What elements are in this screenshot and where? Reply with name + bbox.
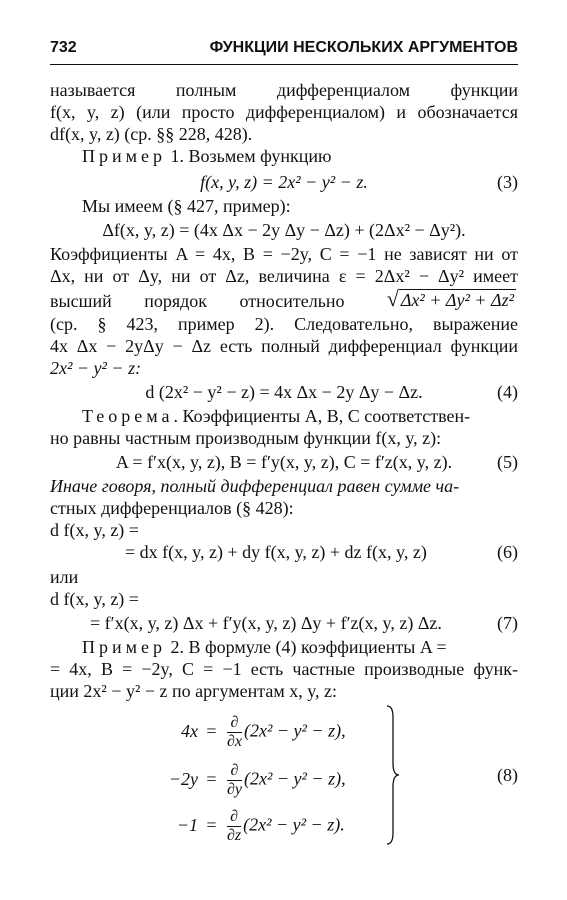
example-1-heading [82, 145, 518, 167]
theorem-label: Теорема [82, 406, 174, 426]
header-rule [50, 64, 518, 65]
example-text: 1. Возьмем функцию [166, 146, 332, 166]
text-line-14: Иначе говоря, полный дифференциал равен сумме ча- [50, 476, 460, 496]
sqrt-sign: √ [386, 286, 399, 311]
text-line-8 [50, 286, 518, 312]
example-2-text: 2. В формуле (4) коэффициенты A = [166, 637, 447, 657]
running-title: ФУНКЦИИ НЕСКОЛЬКИХ АРГУМЕНТОВ [209, 39, 518, 56]
system-row-rhs: (2x² − y² − z). [243, 814, 345, 835]
partial-fraction [227, 714, 242, 751]
system-row-rhs: (2x² − y² − z), [244, 768, 346, 789]
equation-4: d (2x² − y² − z) = 4x Δx − 2y Δy − Δz. [145, 382, 423, 402]
fraction-denominator: ∂x [227, 733, 243, 750]
fraction-denominator: ∂y [227, 781, 243, 798]
equation-6-number: (6) [497, 542, 518, 562]
text-line-9: (ср. § 423, пример 2). Следовательно, выражение [50, 314, 518, 334]
text-line-20: = 4x, B = −2y, C = −1 есть частные производные функ- [50, 659, 518, 679]
theorem-text: . Коэффициенты A, B, C соответствен- [173, 406, 471, 426]
equation-5-number: (5) [497, 452, 518, 472]
fraction-numerator: ∂ [227, 808, 241, 827]
system-row-eq: = [206, 720, 217, 741]
text-line-3: df(x, y, z) (ср. §§ 228, 428). [50, 124, 253, 144]
theorem-heading [82, 405, 518, 427]
text-line-15: стных дифференциалов (§ 428): [50, 498, 294, 518]
equation-7: = f′x(x, y, z) Δx + f′y(x, y, z) Δy + f′z(x, y, z) Δz. [90, 613, 442, 633]
fraction-numerator: ∂ [227, 762, 242, 781]
equation-delta: Δf(x, y, z) = (4x Δx − 2y Δy − Δz) + (2Δx² − Δy²). [102, 220, 466, 240]
text-line-8-words: высший порядок относительно [50, 291, 345, 311]
text-line-13: но равны частным производным функции f(x, y, z): [50, 428, 442, 448]
system-row-eq: = [206, 768, 217, 789]
text-line-18: d f(x, y, z) = [50, 589, 139, 609]
fraction-numerator: ∂ [227, 714, 242, 733]
system-row-lhs: −2y [168, 768, 198, 789]
partial-fraction [227, 808, 241, 845]
text-line-7: Δx, ни от Δy, ни от Δz, величина ε = 2Δx² − Δy² имеет [50, 266, 518, 286]
text-line-1: называется полным дифференциалом функции [50, 80, 518, 100]
equation-4-number: (4) [497, 382, 518, 402]
right-brace [386, 705, 400, 845]
page-number: 732 [50, 39, 77, 56]
equation-3-number: (3) [497, 172, 518, 192]
fraction-denominator: ∂z [227, 827, 242, 844]
system-row-rhs: (2x² − y² − z), [244, 720, 346, 741]
equation-6: = dx f(x, y, z) + dy f(x, y, z) + dz f(x, y, z) [125, 542, 427, 562]
text-line-16: d f(x, y, z) = [50, 520, 139, 540]
system-row-lhs: −1 [176, 814, 198, 835]
example-2-heading [82, 636, 518, 658]
sqrt-expression [387, 288, 516, 311]
equation-7-number: (7) [497, 613, 518, 633]
system-row-3 [150, 808, 380, 845]
partial-fraction [227, 762, 242, 799]
example-2-label: Пример [82, 637, 167, 657]
system-row-2 [150, 762, 380, 799]
equation-8-number: (8) [497, 765, 518, 785]
text-line-6: Коэффициенты A = 4x, B = −2y, C = −1 не зависят ни от [50, 244, 518, 264]
text-line-17: или [50, 567, 79, 587]
equation-3: f(x, y, z) = 2x² − y² − z. [200, 172, 368, 192]
text-line-11: 2x² − y² − z: [50, 358, 142, 378]
system-row-eq: = [206, 814, 217, 835]
equation-5: A = f′x(x, y, z), B = f′y(x, y, z), C = f′z(x, y, z). [115, 452, 453, 472]
example-label: Пример [82, 146, 167, 166]
sqrt-radicand: Δx² + Δy² + Δz² [400, 290, 514, 310]
system-row-lhs: 4x [181, 720, 198, 741]
text-line-21: ции 2x² − y² − z по аргументам x, y, z: [50, 681, 338, 701]
text-line-2: f(x, y, z) (или просто дифференциалом) и обозначается [50, 102, 518, 122]
text-line-10: 4x Δx − 2yΔy − Δz есть полный дифференциал функции [50, 336, 518, 356]
text-line-5: Мы имеем (§ 427, пример): [82, 196, 291, 216]
system-row-1 [150, 714, 380, 751]
